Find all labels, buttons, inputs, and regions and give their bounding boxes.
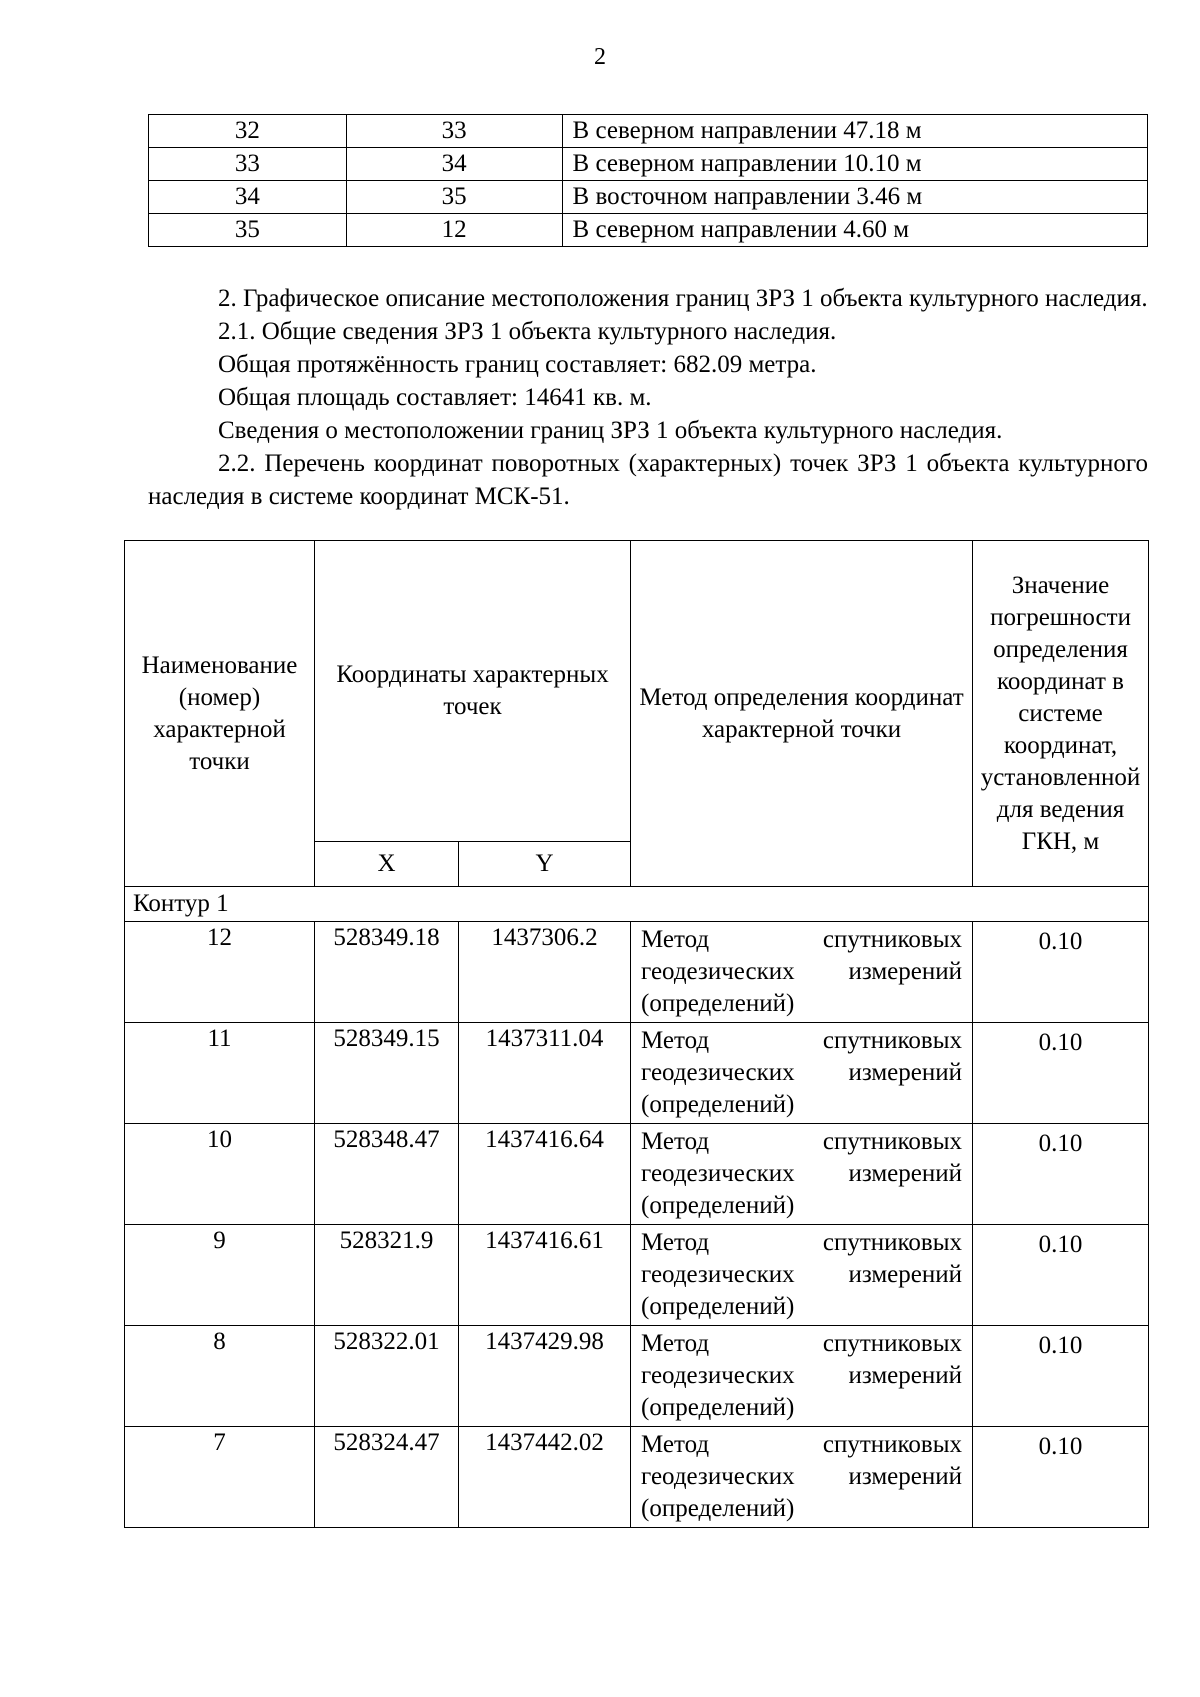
paragraph-graphic-description: 2. Графическое описание местоположения границ ЗРЗ 1 объекта культурного наследия. (218, 285, 1148, 312)
paragraph-total-length: Общая протяжённость границ составляет: 682.09 метра. (218, 351, 817, 378)
point-number: 12 (125, 922, 315, 1023)
coord-x: 528324.47 (315, 1427, 459, 1528)
error-value: 0.10 (973, 1427, 1149, 1528)
method-text: Метод спутниковых геодезических измерений (641, 926, 963, 985)
direction-description: В восточном направлении 3.46 м (562, 181, 1147, 214)
table-row (125, 922, 1149, 1023)
header-coordinates: Координаты характерных точек (315, 541, 631, 842)
to-point: 12 (346, 214, 562, 247)
to-point: 34 (346, 148, 562, 181)
method-text-end: (определений) (641, 1091, 795, 1118)
method-text-end: (определений) (641, 1495, 795, 1522)
coord-x: 528349.15 (315, 1023, 459, 1124)
boundary-table (148, 114, 1148, 247)
method-text-end: (определений) (641, 1192, 795, 1219)
table-row (149, 148, 1148, 181)
point-number: 10 (125, 1124, 315, 1225)
point-number: 7 (125, 1427, 315, 1528)
direction-description: В северном направлении 47.18 м (562, 115, 1147, 148)
table-row (125, 1326, 1149, 1427)
method-text: Метод спутниковых геодезических измерений (641, 1431, 963, 1490)
coord-y: 1437306.2 (459, 922, 631, 1023)
coord-y: 1437442.02 (459, 1427, 631, 1528)
header-y: Y (459, 842, 631, 887)
coord-y: 1437429.98 (459, 1326, 631, 1427)
table-row (125, 1225, 1149, 1326)
header-error: Значение погрешности определения координат в системе координат, установленной для ведения ГКН, м (973, 541, 1149, 887)
contour-row (125, 887, 1149, 922)
table-row (125, 1427, 1149, 1528)
coordinates-table (124, 540, 1149, 1528)
method-text: Метод спутниковых геодезических измерений (641, 1128, 963, 1187)
error-value: 0.10 (973, 1326, 1149, 1427)
header-row (125, 541, 1149, 842)
body-text (148, 282, 1148, 513)
header-x: X (315, 842, 459, 887)
point-number: 11 (125, 1023, 315, 1124)
method-cell (631, 1225, 973, 1326)
header-point-name: Наименование (номер) характерной точки (125, 541, 315, 887)
method-cell (631, 1124, 973, 1225)
error-value: 0.10 (973, 1124, 1149, 1225)
method-cell (631, 1326, 973, 1427)
from-point: 33 (149, 148, 347, 181)
coord-y: 1437311.04 (459, 1023, 631, 1124)
paragraph-general-info: 2.1. Общие сведения ЗРЗ 1 объекта культурного наследия. (218, 318, 837, 345)
table-row (149, 214, 1148, 247)
error-value: 0.10 (973, 1023, 1149, 1124)
method-text-end: (определений) (641, 1293, 795, 1320)
coord-y: 1437416.64 (459, 1124, 631, 1225)
coord-x: 528349.18 (315, 922, 459, 1023)
contour-label: Контур 1 (125, 887, 1149, 922)
method-text: Метод спутниковых геодезических измерений (641, 1027, 963, 1086)
direction-description: В северном направлении 4.60 м (562, 214, 1147, 247)
method-text: Метод спутниковых геодезических измерений (641, 1229, 963, 1288)
paragraph-coordinates-list: 2.2. Перечень координат поворотных (характерных) точек ЗРЗ 1 объекта культурного наследия в системе координат МСК-51. (148, 450, 1148, 510)
header-method: Метод определения координат характерной точки (631, 541, 973, 887)
from-point: 32 (149, 115, 347, 148)
to-point: 33 (346, 115, 562, 148)
method-cell (631, 1427, 973, 1528)
table-row (125, 1124, 1149, 1225)
to-point: 35 (346, 181, 562, 214)
coord-y: 1437416.61 (459, 1225, 631, 1326)
error-value: 0.10 (973, 922, 1149, 1023)
direction-description: В северном направлении 10.10 м (562, 148, 1147, 181)
method-text-end: (определений) (641, 990, 795, 1017)
paragraph-location-info: Сведения о местоположении границ ЗРЗ 1 объекта культурного наследия. (218, 417, 1003, 444)
coord-x: 528321.9 (315, 1225, 459, 1326)
error-value: 0.10 (973, 1225, 1149, 1326)
from-point: 34 (149, 181, 347, 214)
method-cell (631, 1023, 973, 1124)
from-point: 35 (149, 214, 347, 247)
table-row (149, 115, 1148, 148)
table-row (149, 181, 1148, 214)
coord-x: 528348.47 (315, 1124, 459, 1225)
coord-x: 528322.01 (315, 1326, 459, 1427)
point-number: 8 (125, 1326, 315, 1427)
method-text-end: (определений) (641, 1394, 795, 1421)
point-number: 9 (125, 1225, 315, 1326)
method-cell (631, 922, 973, 1023)
page-number: 2 (594, 44, 606, 70)
paragraph-total-area: Общая площадь составляет: 14641 кв. м. (218, 384, 652, 411)
method-text: Метод спутниковых геодезических измерений (641, 1330, 963, 1389)
table-row (125, 1023, 1149, 1124)
